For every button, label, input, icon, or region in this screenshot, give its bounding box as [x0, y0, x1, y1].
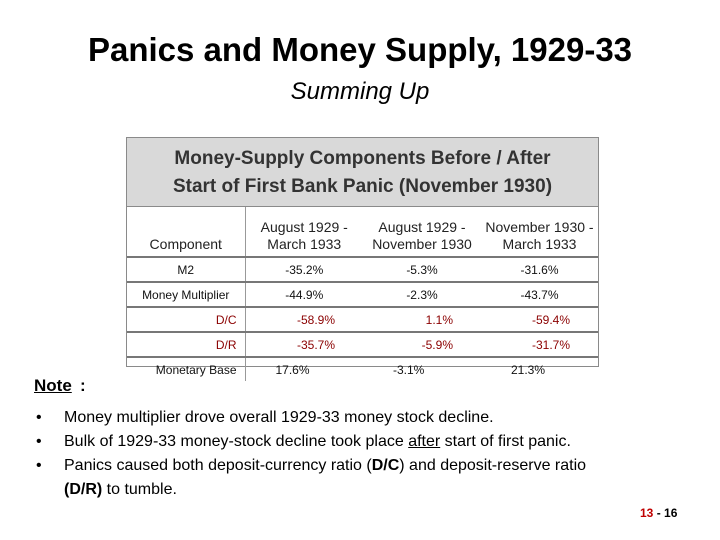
table-row-m2 [127, 257, 598, 282]
table-header-row [127, 207, 598, 257]
emphasis-after: after [408, 433, 441, 450]
list-item: • Bulk of 1929-33 money-stock decline took place after start of first panic. [34, 430, 684, 454]
page-number: 13 - 16 [640, 506, 678, 520]
cell-value: -35.7% [245, 332, 363, 357]
table-body [127, 207, 598, 381]
cell-component: D/R [127, 332, 245, 357]
slide-title: Panics and Money Supply, 1929-33 [87, 31, 633, 68]
cell-value: -59.4% [481, 307, 598, 332]
bullet-icon: • [36, 457, 42, 474]
table-caption-line1: Money-Supply Components Before / After [174, 148, 551, 169]
cell-value: -43.7% [481, 282, 598, 307]
bullet-icon: • [36, 409, 42, 426]
cell-value: -5.9% [363, 332, 481, 357]
cell-value: -31.7% [481, 332, 598, 357]
cell-value: 17.6% [275, 362, 310, 377]
table-caption-line2: Start of First Bank Panic (November 1930) [172, 176, 553, 197]
slide-subtitle: Summing Up [290, 78, 430, 105]
cell-value: -3.1% [393, 362, 425, 377]
slide-number: 16 [664, 506, 678, 520]
cell-value: 21.3% [511, 362, 546, 377]
header-period-2: August 1929 - November 1930 [363, 207, 481, 257]
chapter-number: 13 [640, 506, 654, 520]
cell-value: -31.6% [481, 257, 598, 282]
header-component: Component [127, 207, 245, 257]
header-period-1: August 1929 - March 1933 [245, 207, 363, 257]
header-period-3: November 1930 - March 1933 [481, 207, 598, 257]
table-caption [127, 138, 598, 207]
cell-value: -44.9% [245, 282, 363, 307]
cell-value: -2.3% [363, 282, 481, 307]
note-bullets [34, 406, 684, 502]
cell-value: -58.9% [245, 307, 363, 332]
note-colon: : [80, 376, 86, 395]
bullet-icon: • [36, 433, 42, 450]
cell-component: Money Multiplier [127, 282, 245, 307]
cell-value: -5.3% [363, 257, 481, 282]
table-row-monetary-base [127, 357, 598, 381]
cell-component: Monetary Base [127, 357, 245, 381]
list-item: • Panics caused both deposit-currency ratio (D/C) and deposit-reserve ratio (D/R) to tumble. [34, 454, 684, 502]
table-row-dr [127, 332, 598, 357]
cell-component: M2 [127, 257, 245, 282]
note-heading: Note [34, 376, 72, 395]
table-row-dc [127, 307, 598, 332]
cell-value: -35.2% [245, 257, 363, 282]
data-table [126, 137, 599, 377]
list-item: • Money multiplier drove overall 1929-33 money stock decline. [34, 406, 684, 430]
cell-value: 1.1% [363, 307, 481, 332]
cell-component: D/C [127, 307, 245, 332]
table-row-money-multiplier [127, 282, 598, 307]
